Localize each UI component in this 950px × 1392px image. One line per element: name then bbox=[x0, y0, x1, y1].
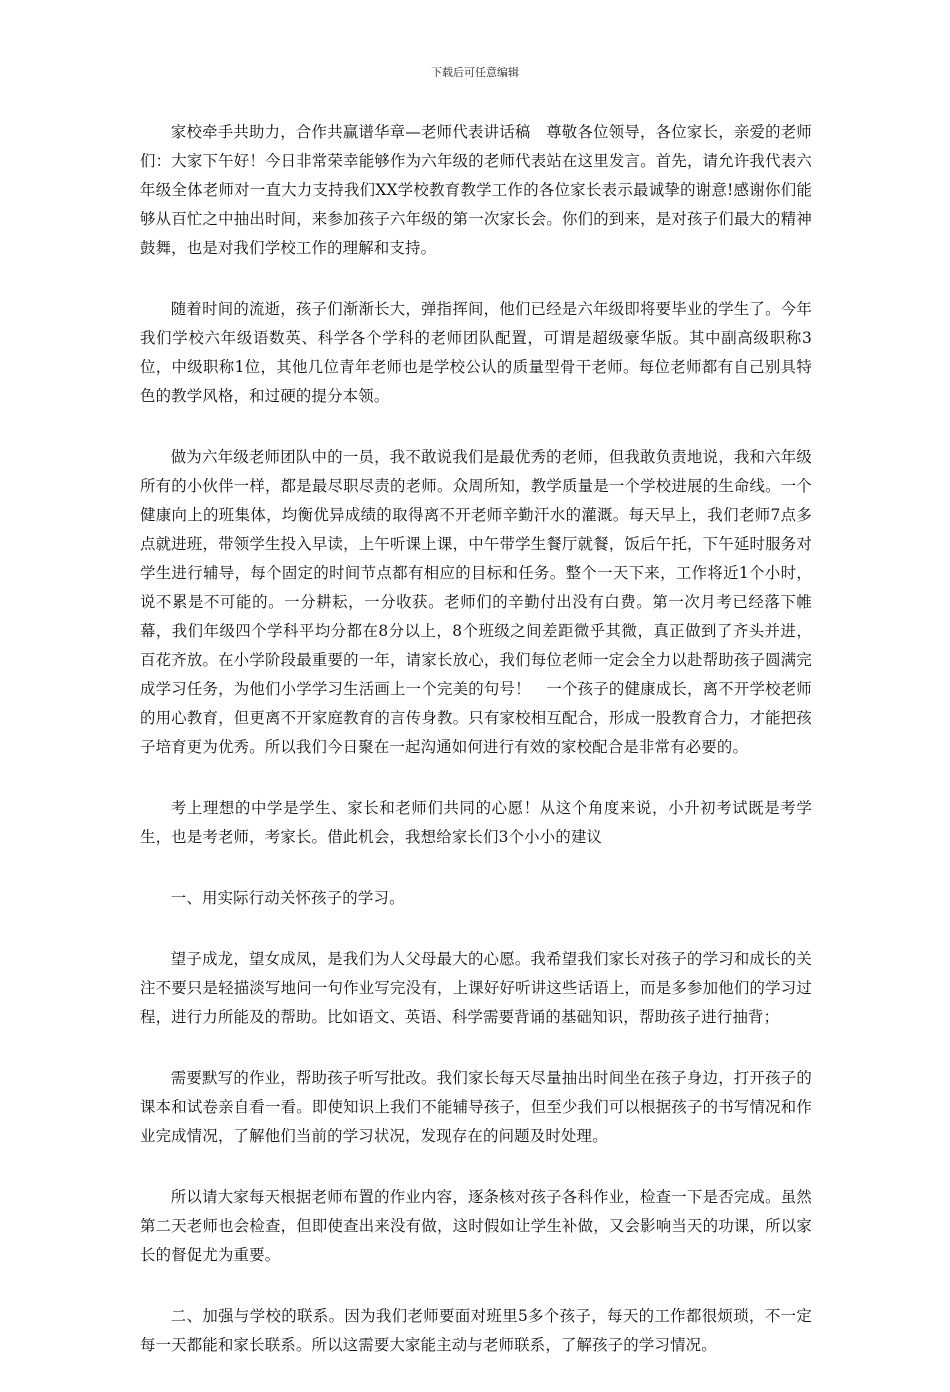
paragraph-3: 做为六年级老师团队中的一员，我不敢说我们是最优秀的老师，但我敢负责地说，我和六年级所有的小伙伴一样，都是最尽职尽责的老师。众周所知，教学质量是一个学校进展的生命线。一个健康向上的班集体，均衡优异成绩的取得离不开老师辛勤汗水的灌溉。每天早上，我们老师7点多点就进班，带领学生投入早读，上午听课上课，中午带学生餐厅就餐，饭后午托，下午延时服务对学生进行辅导，每个固定的时间节点都有相应的目标和任务。整个一天下来，工作将近1个小时，说不累是不可能的。一分耕耘，一分收获。老师们的辛勤付出没有白费。第一次月考已经落下帷幕，我们年级四个学科平均分都在8分以上，8个班级之间差距微乎其微，真正做到了齐头并进，百花齐放。在小学阶段最重要的一年，请家长放心，我们每位老师一定会全力以赴帮助孩子圆满完成学习任务，为他们小学学习生活画上一个完美的句号！ 一个孩子的健康成长，离不开学校老师的用心教育，但更离不开家庭教育的言传身教。只有家校相互配合，形成一股教育合力，才能把孩子培育更为优秀。所以我们今日聚在一起沟通如何进行有效的家校配合是非常有必要的。 bbox=[140, 448, 812, 756]
paragraph-1: 家校牵手共助力，合作共赢谱华章—老师代表讲话稿 尊敬各位领导，各位家长，亲爱的老师们：大家下午好！今日非常荣幸能够作为六年级的老师代表站在这里发言。首先，请允许我代表六年级全体老师对一直大力支持我们XX学校教育教学工作的各位家长表示最诚挚的谢意!感谢你们能够从百忙之中抽出时间，来参加孩子六年级的第一次家长会。你们的到来，是对孩子们最大的精神鼓舞，也是对我们学校工作的理解和支持。 bbox=[140, 123, 812, 257]
paragraph-4: 考上理想的中学是学生、家长和老师们共同的心愿！从这个角度来说，小升初考试既是考学生，也是考老师，考家长。借此机会，我想给家长们3个小小的建议 bbox=[140, 799, 812, 846]
paragraph-7: 所以请大家每天根据老师布置的作业内容，逐条核对孩子各科作业，检查一下是否完成。虽然第二天老师也会检查，但即使查出来没有做，这时假如让学生补做，又会影响当天的功课，所以家长的督促尤为重要。 bbox=[140, 1188, 812, 1264]
paragraph-8: 二、加强与学校的联系。因为我们老师要面对班里5多个孩子，每天的工作都很烦琐，不一定每一天都能和家长联系。所以这需要大家能主动与老师联系，了解孩子的学习情况。 bbox=[140, 1307, 812, 1354]
section-heading-1: 一、用实际行动关怀孩子的学习。 bbox=[170, 889, 405, 907]
paragraph-2: 随着时间的流逝，孩子们渐渐长大，弹指挥间，他们已经是六年级即将要毕业的学生了。今年我们学校六年级语数英、科学各个学科的老师团队配置，可谓是超级豪华版。其中副高级职称3位，中级职称1位，其他几位青年老师也是学校公认的质量型骨干老师。每位老师都有自己别具特色的教学风格，和过硬的提分本领。 bbox=[140, 300, 812, 405]
document-body bbox=[140, 118, 812, 1392]
paragraph-5: 望子成龙，望女成凤，是我们为人父母最大的心愿。我希望我们家长对孩子的学习和成长的关注不要只是轻描淡写地问一句作业写完没有，上课好好听讲这些话语上，而是多参加他们的学习过程，进行力所能及的帮助。比如语文、英语、科学需要背诵的基础知识，帮助孩子进行抽背； bbox=[140, 950, 812, 1026]
paragraph-6: 需要默写的作业，帮助孩子听写批改。我们家长每天尽量抽出时间坐在孩子身边，打开孩子的课本和试卷亲自看一看。即使知识上我们不能辅导孩子，但至少我们可以根据孩子的书写情况和作业完成情况，了解他们当前的学习状况，发现存在的问题及时处理。 bbox=[140, 1069, 812, 1145]
page-header: 下载后可任意编辑 bbox=[431, 66, 519, 79]
